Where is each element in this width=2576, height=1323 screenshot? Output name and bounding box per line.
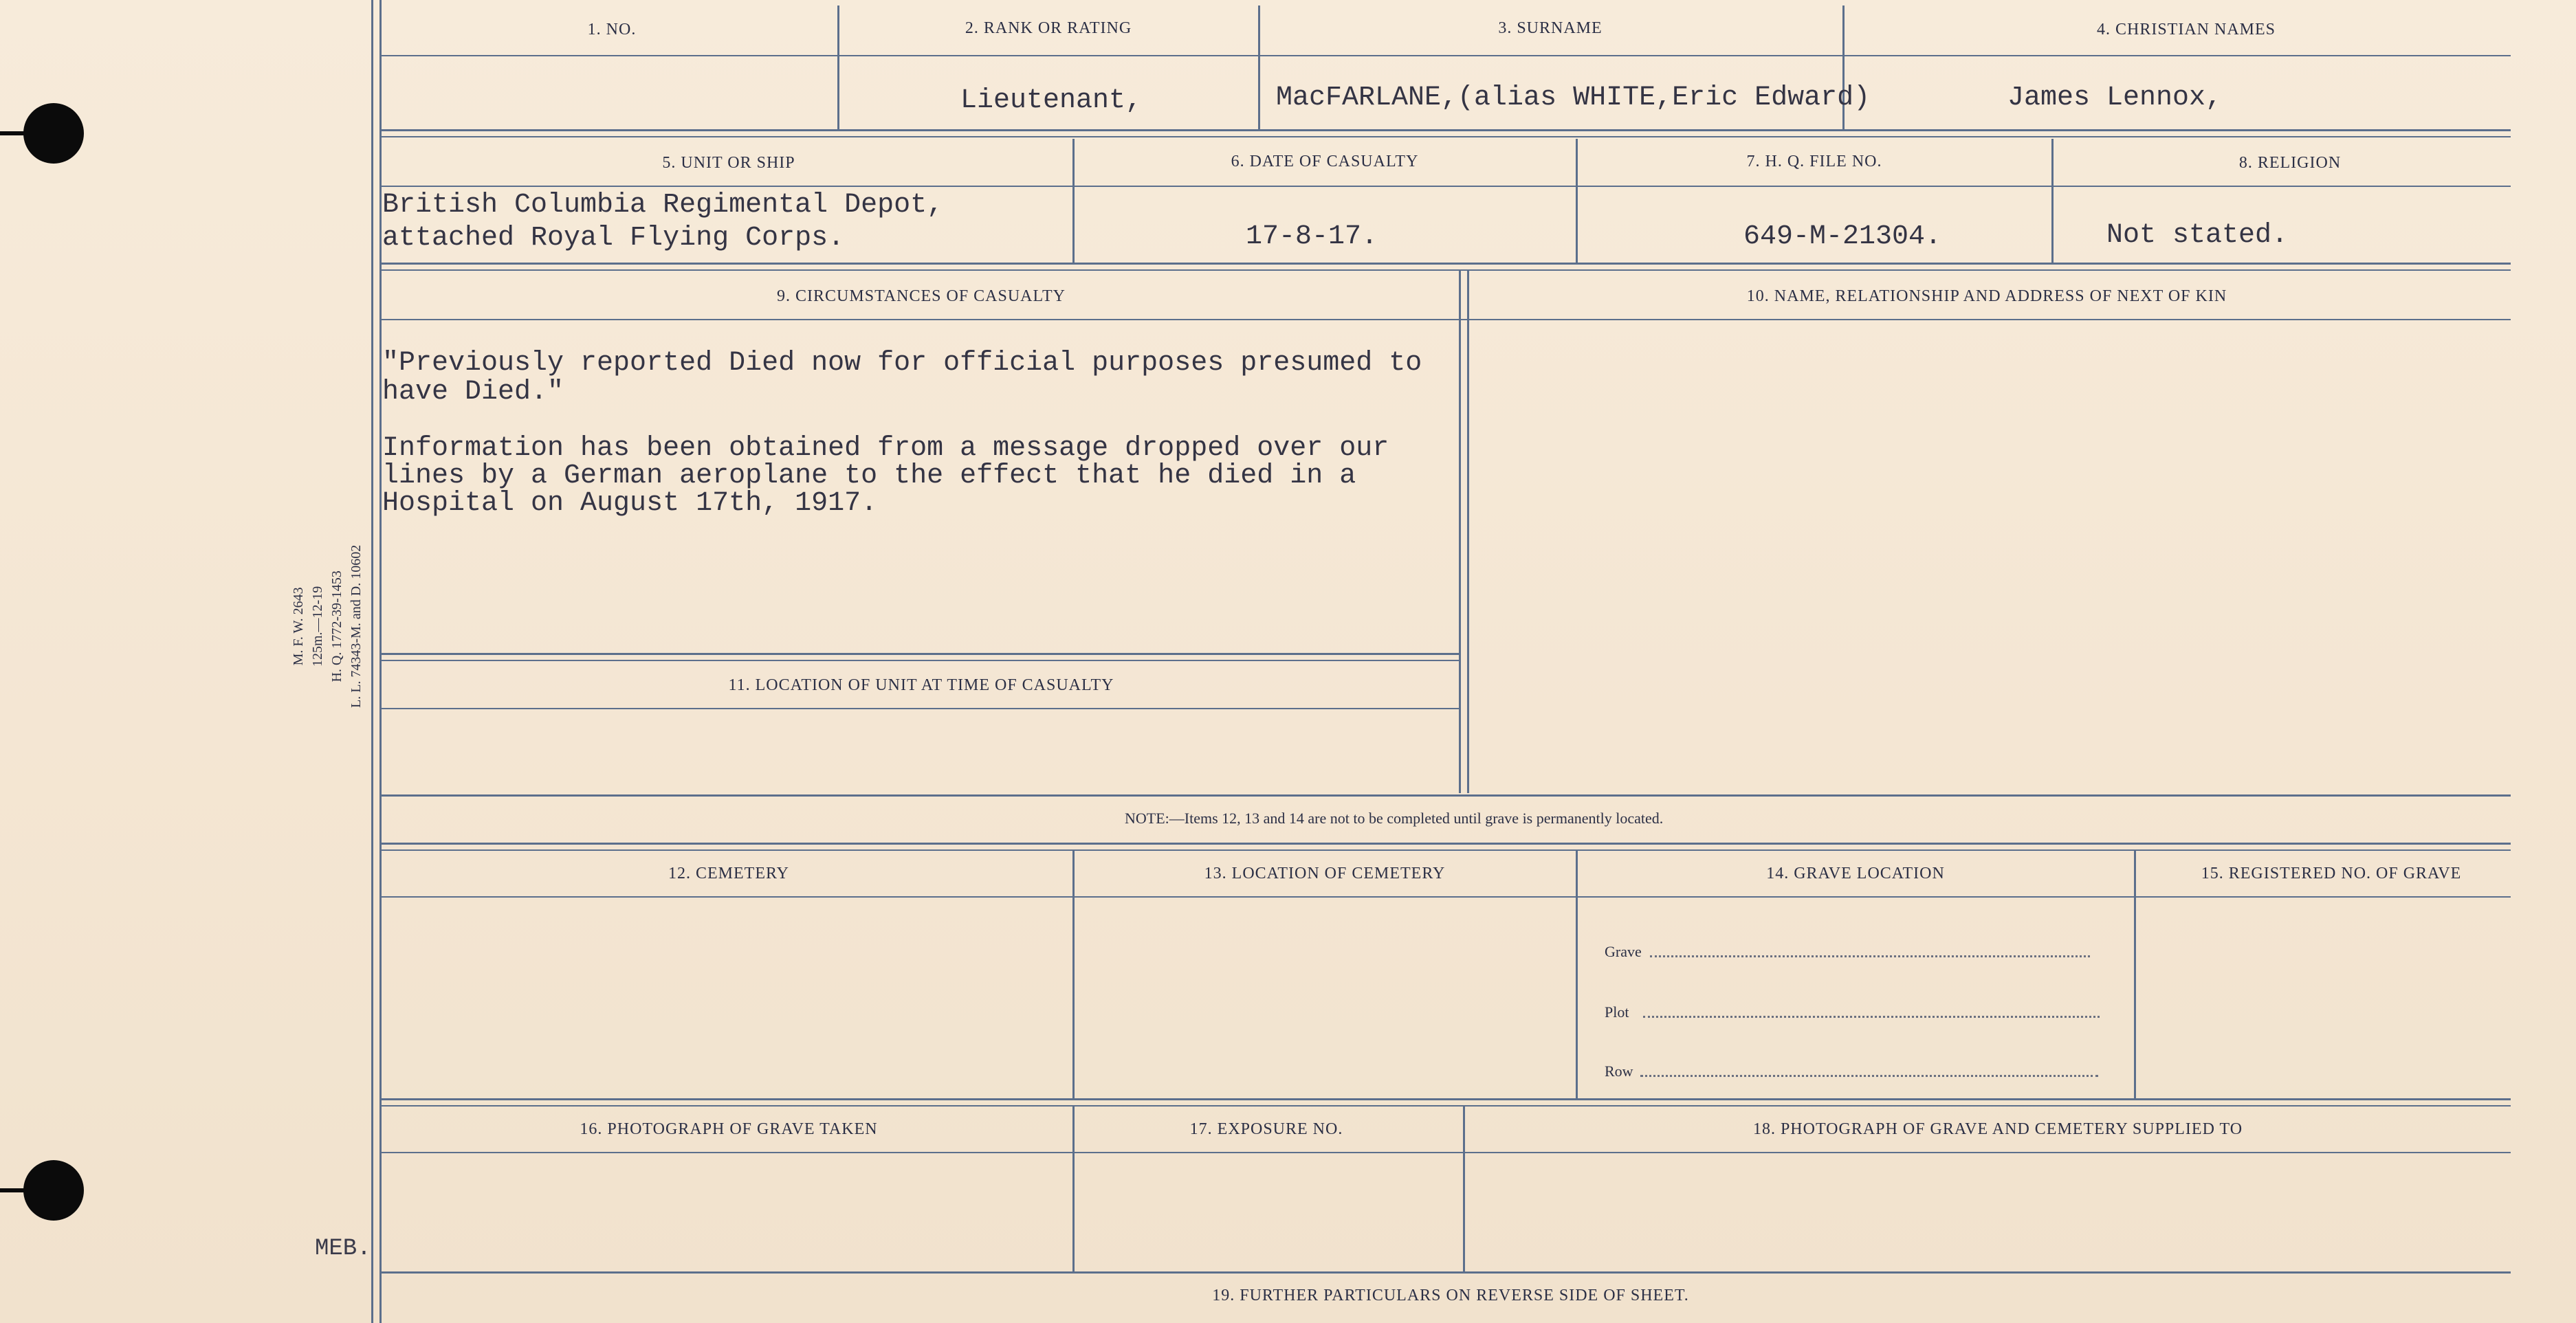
grave-field-line[interactable]	[1650, 955, 2090, 957]
circumstances-text: "Previously reported Died now for official purposes presumed to	[382, 348, 1422, 379]
circumstances-bottom-rule	[379, 653, 1459, 655]
row4-bottom-rule	[379, 1098, 2511, 1100]
religion-value: Not stated.	[2106, 220, 2289, 251]
christian-names-value: James Lennox,	[2007, 82, 2223, 113]
footer-further-particulars: 19. FURTHER PARTICULARS ON REVERSE SIDE OF SHEET.	[1212, 1287, 1689, 1304]
divider-double	[1467, 271, 1469, 793]
divider	[1576, 139, 1578, 263]
header-registered-no: 15. REGISTERED NO. OF GRAVE	[2201, 865, 2462, 882]
divider	[837, 5, 839, 129]
header-location-of-unit: 11. LOCATION OF UNIT AT TIME OF CASUALTY	[728, 676, 1114, 694]
left-margin-line	[371, 0, 373, 1323]
rank-value: Lieutenant,	[960, 85, 1143, 116]
divider	[1459, 271, 1461, 793]
row-field-line[interactable]	[1640, 1075, 2098, 1077]
punch-hole-top-tail	[0, 131, 27, 135]
header-photograph-taken: 16. PHOTOGRAPH OF GRAVE TAKEN	[580, 1120, 878, 1138]
header-religion: 8. RELIGION	[2238, 154, 2342, 172]
row1-header-rule	[379, 55, 2511, 56]
row2-header-rule	[379, 186, 2511, 187]
circumstances-text: have Died."	[382, 377, 564, 408]
row4-bottom-rule-2	[379, 1105, 2511, 1107]
punch-hole-bottom-tail	[0, 1188, 27, 1192]
form-id-line: M. F. W. 2643	[291, 587, 306, 666]
unit-value-line1: British Columbia Regimental Depot,	[382, 190, 944, 221]
circumstances-text: Hospital on August 17th, 1917.	[382, 488, 878, 519]
initials: MEB.	[315, 1236, 371, 1262]
header-no: 1. NO.	[587, 21, 637, 38]
header-date: 6. DATE OF CASUALTY	[1231, 153, 1419, 170]
divider	[2051, 139, 2054, 263]
circumstances-text: lines by a German aeroplane to the effect that he died in a	[382, 460, 1356, 491]
divider	[2134, 851, 2136, 1098]
grave-field-label: Grave	[1605, 943, 1642, 960]
circumstances-text: Information has been obtained from a message dropped over our	[382, 433, 1389, 464]
header-christian-names: 4. CHRISTIAN NAMES	[2096, 21, 2276, 38]
form-id-line: H. Q. 1772-39-1453	[329, 570, 344, 682]
plot-field-line[interactable]	[1643, 1016, 2100, 1018]
form-id	[289, 545, 366, 708]
row5-bottom-rule	[379, 1271, 2511, 1274]
divider	[1072, 1107, 1075, 1271]
note-bottom-rule-2	[379, 849, 2511, 851]
circumstances-bottom-rule-2	[379, 660, 1459, 661]
row3-bottom-rule	[379, 794, 2511, 797]
row4-header-rule	[379, 896, 2511, 898]
header-grave-location: 14. GRAVE LOCATION	[1766, 865, 1945, 882]
row2-bottom-rule-2	[379, 269, 2511, 271]
note-text: NOTE:—Items 12, 13 and 14 are not to be completed until grave is permanently located.	[1125, 810, 1664, 827]
hq-file-value: 649-M-21304.	[1743, 221, 1942, 252]
row5-header-rule	[379, 1152, 2511, 1153]
row1-bottom-rule-2	[379, 136, 2511, 137]
row-field-label: Row	[1605, 1063, 1633, 1080]
location-header-rule	[379, 708, 1459, 709]
left-margin-line-inner	[379, 0, 382, 1323]
date-value: 17-8-17.	[1246, 221, 1378, 252]
plot-field-label: Plot	[1605, 1003, 1629, 1021]
header-rank: 2. RANK OR RATING	[965, 19, 1132, 37]
surname-value: MacFARLANE,(alias WHITE,Eric Edward)	[1276, 82, 1871, 113]
row1-bottom-rule	[379, 129, 2511, 131]
header-next-of-kin: 10. NAME, RELATIONSHIP AND ADDRESS OF NEXT OF KIN	[1746, 287, 2227, 305]
divider	[1072, 139, 1075, 263]
header-hq-file: 7. H. Q. FILE NO.	[1746, 153, 1882, 170]
header-photograph-supplied: 18. PHOTOGRAPH OF GRAVE AND CEMETERY SUPPLIED TO	[1752, 1120, 2243, 1138]
note-bottom-rule	[379, 843, 2511, 845]
punch-hole-bottom	[23, 1160, 84, 1221]
row3-header-rule	[379, 319, 2511, 320]
form-id-line: L. L. 74343-M. and D. 10602	[349, 544, 364, 708]
header-cemetery: 12. CEMETERY	[668, 865, 789, 882]
header-unit: 5. UNIT OR SHIP	[662, 154, 795, 172]
header-circumstances: 9. CIRCUMSTANCES OF CASUALTY	[777, 287, 1066, 305]
divider	[1576, 851, 1578, 1098]
punch-hole-top	[23, 103, 84, 164]
header-surname: 3. SURNAME	[1498, 19, 1603, 37]
header-exposure-no: 17. EXPOSURE NO.	[1189, 1120, 1343, 1138]
header-location-of-cemetery: 13. LOCATION OF CEMETERY	[1204, 865, 1446, 882]
unit-value-line2: attached Royal Flying Corps.	[382, 223, 845, 254]
row2-bottom-rule	[379, 263, 2511, 265]
divider	[1072, 851, 1075, 1098]
form-id-line: 125m.—12-19	[310, 586, 325, 667]
divider	[1258, 5, 1260, 129]
divider	[1463, 1107, 1465, 1271]
